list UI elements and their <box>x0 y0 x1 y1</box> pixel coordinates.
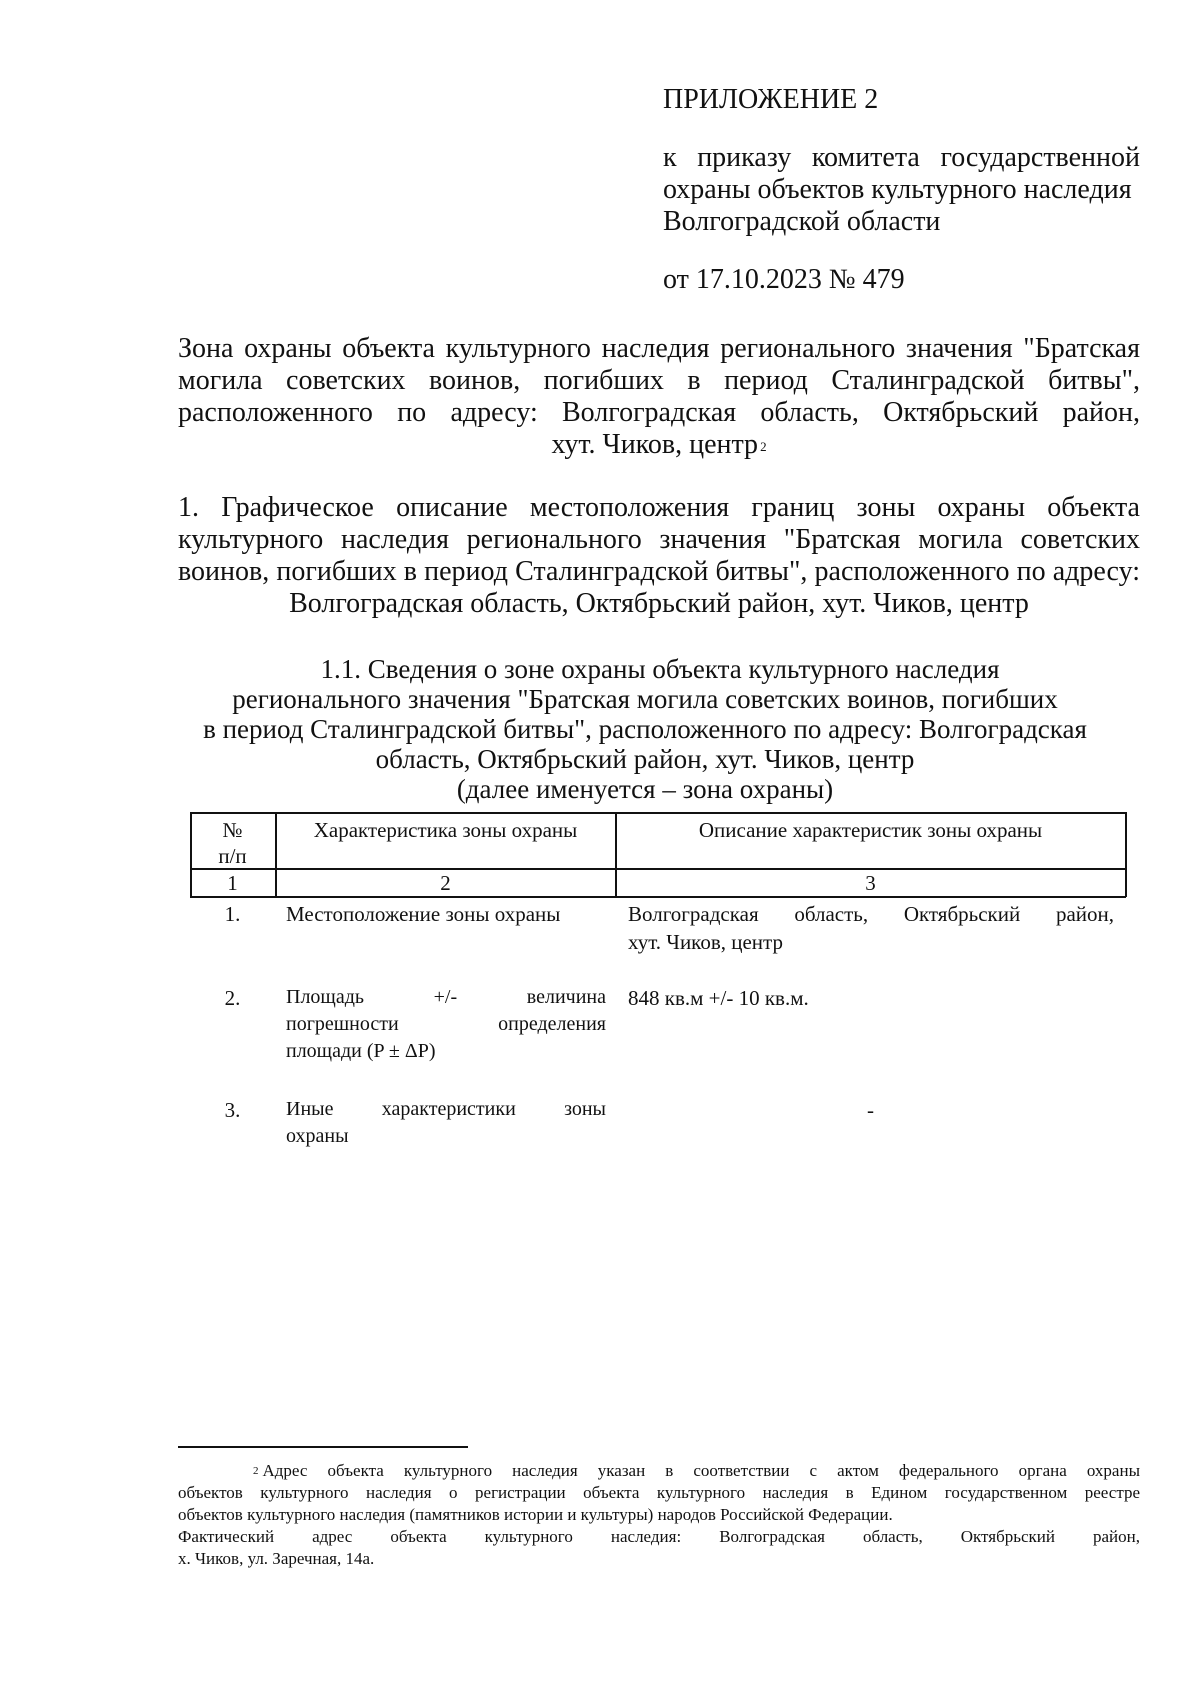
section1-line: 1. Графическое описание местоположения границ зоны охраны объекта <box>178 492 1140 523</box>
section11-line: регионального значения "Братская могила советских воинов, погибших <box>232 684 1058 714</box>
footnote-text: Адрес объекта культурного наследия указан в соответствии с актом федерального органа охраны <box>262 1461 1140 1480</box>
zone-title-line: расположенного по адресу: Волгоградская область, Октябрьский район, <box>178 397 1140 428</box>
header-line: охраны объектов культурного наследия <box>663 174 1132 205</box>
zone-title-last-line <box>178 429 1140 461</box>
header-characteristic: Характеристика зоны охраны <box>313 818 578 842</box>
column-number: 2 <box>440 871 451 895</box>
zone-title-line: Зона охраны объекта культурного наследия регионального значения "Братская <box>178 333 1140 364</box>
section11-line: 1.1. Сведения о зоне охраны объекта культурного наследия <box>320 654 1000 684</box>
column-number: 1 <box>227 871 238 895</box>
table-top-border <box>190 812 1126 814</box>
section11-line: в период Сталинградской битвы", расположенного по адресу: Волгоградская <box>203 714 1087 744</box>
header-line: Волгоградской области <box>663 206 941 237</box>
row-number: 3. <box>224 1098 241 1122</box>
row-description: - <box>867 1098 874 1122</box>
header-number-label: № <box>222 818 243 842</box>
order-reference: от 17.10.2023 № 479 <box>663 264 905 295</box>
section1-line: воинов, погибших в период Сталинградской битвы", расположенного по адресу: <box>178 556 1140 587</box>
column-number: 3 <box>865 871 876 895</box>
header-description: Описание характеристик зоны охраны <box>698 818 1043 842</box>
row-number: 2. <box>224 986 241 1010</box>
zone-title-text: хут. Чиков, центр <box>551 429 759 460</box>
row-characteristic: Площадь +/- величина <box>286 986 606 1008</box>
row-characteristic: площади (P ± ΔP) <box>286 1040 436 1062</box>
section11-line: (далее именуется – зона охраны) <box>456 774 834 804</box>
zone-title-line: могила советских воинов, погибших в период Сталинградской битвы", <box>178 365 1140 396</box>
section1-line: культурного наследия регионального значения "Братская могила советских <box>178 524 1140 555</box>
section1-line: Волгоградская область, Октябрьский район, хут. Чиков, центр <box>289 588 1029 619</box>
appendix-title: ПРИЛОЖЕНИЕ 2 <box>663 84 879 115</box>
header-line: к приказу комитета государственной <box>663 142 1140 173</box>
footnote-separator <box>178 1446 468 1448</box>
footnote-line: х. Чиков, ул. Заречная, 14а. <box>178 1549 375 1568</box>
row-characteristic: погрешности определения <box>286 1013 606 1035</box>
footnote-line: Фактический адрес объекта культурного наследия: Волгоградская область, Октябрьский район, <box>178 1527 1140 1546</box>
footnote-line: объектов культурного наследия (памятников истории и культуры) народов Российской Федерации. <box>178 1505 893 1524</box>
section11-line: область, Октябрьский район, хут. Чиков, центр <box>375 744 915 774</box>
row-description: хут. Чиков, центр <box>628 930 783 954</box>
row-description: Волгоградская область, Октябрьский район, <box>628 902 1114 926</box>
footnote-reference: 2 <box>760 439 767 454</box>
row-number: 1. <box>224 902 241 926</box>
row-description: 848 кв.м +/- 10 кв.м. <box>628 986 809 1010</box>
row-characteristic: Иные характеристики зоны <box>286 1098 606 1120</box>
footnote-mark: 2 <box>253 1465 259 1477</box>
row-characteristic: охраны <box>286 1125 349 1147</box>
header-number-label: п/п <box>218 844 247 868</box>
footnote-line <box>178 1460 1140 1482</box>
table-right-border <box>1125 812 1127 897</box>
row-characteristic: Местоположение зоны охраны <box>286 902 561 926</box>
footnote-line: объектов культурного наследия о регистрации объекта культурного наследия в Едином государственном реестре <box>178 1483 1140 1502</box>
